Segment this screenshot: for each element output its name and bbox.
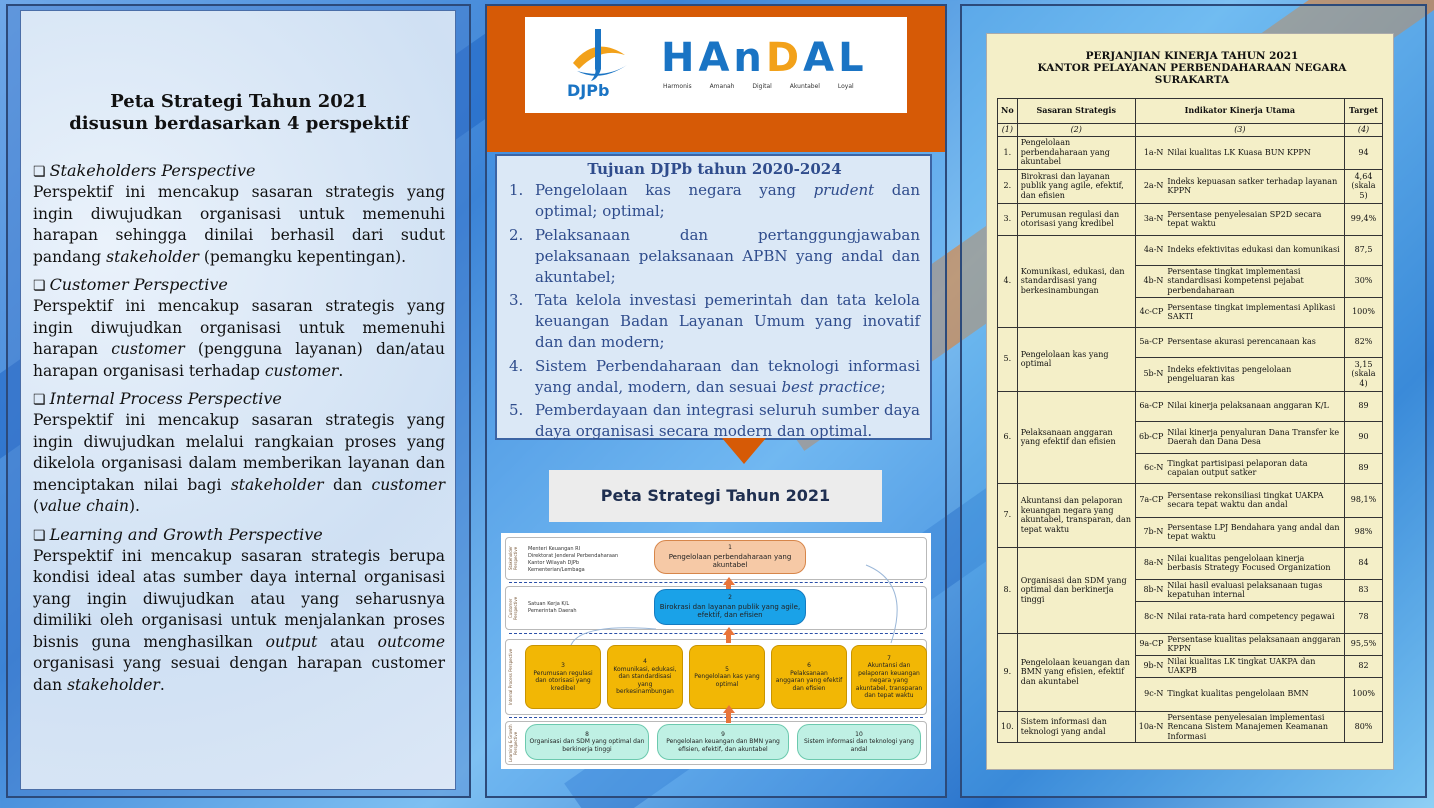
tujuan-number: 2. bbox=[509, 225, 524, 244]
target-cell: 78 bbox=[1345, 601, 1383, 633]
indicator-cell: Nilai kinerja penyaluran Dana Transfer ke Daerah dan Dana Desa bbox=[1164, 421, 1344, 453]
perspective-heading-text: Stakeholders Perspective bbox=[49, 161, 256, 180]
target-cell: 84 bbox=[1345, 547, 1383, 579]
tujuan-text: Pengelolaan kas negara yang prudent dan optimal; optimal; bbox=[535, 181, 920, 220]
tujuan-text: Pelaksanaan dan pertanggungjawaban pelaksanaan pelaksanaan APBN yang andal dan akuntabel; bbox=[535, 225, 920, 286]
customer-item: Satuan Kerja K/L bbox=[528, 601, 570, 607]
target-cell: 82% bbox=[1345, 327, 1383, 357]
row-number: 1. bbox=[998, 136, 1018, 169]
card-title: Peta Strategi Tahun 2021 bbox=[110, 91, 368, 112]
perspective-heading bbox=[33, 389, 445, 410]
indicator-cell: Nilai kinerja pelaksanaan anggaran K/L bbox=[1164, 391, 1344, 421]
table-row bbox=[998, 633, 1383, 655]
indicator-cell: Persentase penyelesaian SP2D secara tepat waktu bbox=[1164, 203, 1344, 235]
indicator-cell: Indeks efektivitas edukasi dan komunikasi bbox=[1164, 235, 1344, 265]
target-cell: 98% bbox=[1345, 517, 1383, 547]
indicator-cell: Indeks kepuasan satker terhadap layanan KPPN bbox=[1164, 169, 1344, 203]
objective-6 bbox=[771, 645, 847, 709]
target-cell: 80% bbox=[1345, 711, 1383, 743]
doc-location: SURAKARTA bbox=[1154, 74, 1230, 86]
indicator-code: 4c-CP bbox=[1135, 297, 1164, 327]
doc-subtitle: KANTOR PELAYANAN PERBENDAHARAAN NEGARA bbox=[1037, 62, 1347, 74]
sasaran-cell: Akuntansi dan pelaporan keuangan negara yang akuntabel, transparan, dan tepat waktu bbox=[1017, 483, 1135, 547]
sasaran-cell: Birokrasi dan layanan publik yang agile, efektif, dan efisien bbox=[1017, 169, 1135, 203]
target-cell: 89 bbox=[1345, 453, 1383, 483]
indicator-cell: Persentase akurasi perencanaan kas bbox=[1164, 327, 1344, 357]
checkbox-bullet-icon: ❏ bbox=[33, 392, 46, 408]
objective-text: Komunikasi, edukasi, dan standardisasi yang berkesinambungan bbox=[613, 665, 677, 696]
tujuan-number: 1. bbox=[509, 181, 524, 199]
col-index: (4) bbox=[1345, 124, 1383, 137]
tujuan-box bbox=[495, 154, 932, 440]
performance-agreement-document bbox=[986, 33, 1394, 770]
objective-number: 3 bbox=[561, 662, 565, 669]
objective-8 bbox=[525, 724, 649, 760]
row-label: Learning & Growth Perspective bbox=[508, 724, 518, 762]
perspective-heading bbox=[33, 275, 445, 296]
indicator-cell: Nilai kualitas LK tingkat UAKPA dan UAKPB bbox=[1164, 655, 1344, 677]
indicator-code: 5a-CP bbox=[1135, 327, 1164, 357]
target-cell: 30% bbox=[1345, 265, 1383, 297]
checkbox-bullet-icon: ❏ bbox=[33, 527, 46, 544]
target-cell: 83 bbox=[1345, 579, 1383, 601]
target-cell: 98,1% bbox=[1345, 483, 1383, 517]
perspective-body: Perspektif ini mencakup sasaran strategis berupa kondisi ideal atas sumber daya internal organisasi yang ingin diwujudkan atau yang seharusnya dimiliki oleh organisasi untuk menjalankan proses bisnis guna menghasilkan output atau outcome organisasi yang sesuai dengan harapan customer dan stakeholder. bbox=[33, 546, 445, 694]
indicator-code: 8c-N bbox=[1135, 601, 1164, 633]
doc-title: PERJANJIAN KINERJA TAHUN 2021 bbox=[1085, 50, 1299, 62]
indicator-cell: Nilai rata-rata hard competency pegawai bbox=[1164, 601, 1344, 633]
card-subtitle: disusun berdasarkan 4 perspektif bbox=[69, 113, 409, 134]
target-cell: 94 bbox=[1345, 136, 1383, 169]
objective-text: Organisasi dan SDM yang optimal dan berkinerja tinggi bbox=[529, 738, 645, 753]
indicator-code: 4a-N bbox=[1135, 235, 1164, 265]
perspective-list bbox=[33, 161, 445, 696]
indicator-cell: Persentase LPJ Bendahara yang andal dan tepat waktu bbox=[1164, 517, 1344, 547]
indicator-code: 8a-N bbox=[1135, 547, 1164, 579]
indicator-cell: Persentase kualitas pelaksanaan anggaran KPPN bbox=[1164, 633, 1344, 655]
checkbox-bullet-icon: ❏ bbox=[33, 164, 46, 180]
indicator-code: 7b-N bbox=[1135, 517, 1164, 547]
objective-text: Pengelolaan keuangan dan BMN yang efisien, efektif, dan akuntabel bbox=[666, 738, 780, 753]
tujuan-text: Sistem Perbendaharaan dan teknologi informasi yang andal, modern, dan sesuai best practice; bbox=[535, 356, 920, 396]
col-header-no: No bbox=[998, 99, 1018, 124]
table-row bbox=[998, 483, 1383, 517]
tujuan-text: Tata kelola investasi pemerintah dan tata kelola keuangan Badan Layanan Umum yang inovatif dan dan modern; bbox=[535, 291, 920, 351]
target-cell: 95,5% bbox=[1345, 633, 1383, 655]
indicator-cell: Persentase tingkat implementasi standardisasi kompetensi pejabat perbendaharaan bbox=[1164, 265, 1344, 297]
col-index: (1) bbox=[998, 124, 1018, 137]
table-row bbox=[998, 547, 1383, 579]
indicator-code: 9c-N bbox=[1135, 677, 1164, 711]
strategy-map bbox=[501, 533, 931, 769]
stakeholder-item: Direktorat Jenderal Perbendaharaan bbox=[528, 553, 619, 559]
row-number: 3. bbox=[998, 203, 1018, 235]
indicator-cell: Nilai kualitas LK Kuasa BUN KPPN bbox=[1164, 136, 1344, 169]
target-cell: 87,5 bbox=[1345, 235, 1383, 265]
row-number: 10. bbox=[998, 711, 1018, 743]
row-number: 7. bbox=[998, 483, 1018, 547]
objective-number: 9 bbox=[721, 730, 725, 738]
peta-strategi-label: Peta Strategi Tahun 2021 bbox=[549, 470, 882, 522]
table-row bbox=[998, 169, 1383, 203]
col-index: (3) bbox=[1135, 124, 1344, 137]
sasaran-cell: Organisasi dan SDM yang optimal dan berkinerja tinggi bbox=[1017, 547, 1135, 633]
table-row bbox=[998, 327, 1383, 357]
logo-banner bbox=[525, 17, 907, 113]
indicator-code: 6b-CP bbox=[1135, 421, 1164, 453]
perspective-heading-text: Customer Perspective bbox=[49, 275, 228, 294]
objective-text: Pengelolaan perbendaharaan yang akuntabel bbox=[668, 552, 792, 570]
objective-text: Perumusan regulasi dan otorisasi yang kredibel bbox=[533, 669, 593, 692]
tujuan-title: Tujuan DJPb tahun 2020-2024 bbox=[587, 160, 842, 178]
sasaran-cell: Pelaksanaan anggaran yang efektif dan efisien bbox=[1017, 391, 1135, 483]
col-header-target: Target bbox=[1345, 99, 1383, 124]
indicator-code: 1a-N bbox=[1135, 136, 1164, 169]
objective-number: 1 bbox=[728, 544, 732, 552]
row-number: 6. bbox=[998, 391, 1018, 483]
arrow-up-icon bbox=[723, 705, 735, 713]
objective-4 bbox=[607, 645, 683, 709]
sasaran-cell: Pengelolaan perbendaharaan yang akuntabel bbox=[1017, 136, 1135, 169]
table-row bbox=[998, 711, 1383, 743]
handal-part-b: D bbox=[765, 35, 804, 81]
indicator-code: 9a-CP bbox=[1135, 633, 1164, 655]
perspective-heading-text: Learning and Growth Perspective bbox=[49, 524, 323, 544]
objective-text: Sistem informasi dan teknologi yang andal bbox=[804, 738, 914, 753]
handal-logo-text bbox=[661, 35, 868, 81]
indicator-cell: Persentase penyelesaian implementasi Rencana Sistem Manajemen Keamanan Informasi bbox=[1164, 711, 1344, 743]
tujuan-number: 3. bbox=[509, 291, 524, 309]
tujuan-number: 4. bbox=[509, 356, 524, 375]
objective-3 bbox=[525, 645, 601, 709]
indicator-code: 6a-CP bbox=[1135, 391, 1164, 421]
target-cell: 100% bbox=[1345, 297, 1383, 327]
stakeholder-item: Menteri Keuangan RI bbox=[528, 546, 581, 552]
row-number: 4. bbox=[998, 235, 1018, 327]
sasaran-cell: Perumusan regulasi dan otorisasi yang kredibel bbox=[1017, 203, 1135, 235]
row-label: Internal Process Perspective bbox=[508, 648, 513, 706]
target-cell: 100% bbox=[1345, 677, 1383, 711]
indicator-cell: Indeks efektivitas pengelolaan pengeluaran kas bbox=[1164, 357, 1344, 391]
indicator-cell: Tingkat partisipasi pelaporan data capaian output satker bbox=[1164, 453, 1344, 483]
perspective-body: Perspektif ini mencakup sasaran strategis yang ingin diwujudkan melalui rangkaian proses yang dikelola organisasi dalam memberikan layanan dan menciptakan nilai bagi stakeholder dan customer (value chain). bbox=[33, 411, 445, 515]
curve-arrow-icon bbox=[561, 553, 921, 653]
perspective-heading bbox=[33, 161, 445, 182]
tujuan-list bbox=[509, 180, 920, 442]
perspective-heading-text: Internal Process Perspective bbox=[49, 389, 282, 408]
djpb-logo-text: DJPb bbox=[567, 81, 610, 100]
objective-number: 7 bbox=[887, 654, 891, 662]
indicator-code: 3a-N bbox=[1135, 203, 1164, 235]
objective-text: Birokrasi dan layanan publik yang agile, efektif, dan efisien bbox=[659, 602, 801, 620]
indicator-code: 8b-N bbox=[1135, 579, 1164, 601]
objective-5 bbox=[689, 645, 765, 709]
checkbox-bullet-icon: ❏ bbox=[33, 278, 46, 294]
tujuan-item bbox=[509, 290, 920, 353]
stakeholder-item: Kementerian/Lembaga bbox=[528, 567, 585, 573]
col-index: (2) bbox=[1017, 124, 1135, 137]
tujuan-item bbox=[509, 225, 920, 288]
stakeholder-item: Kantor Wilayah DJPb bbox=[528, 560, 580, 566]
table-row bbox=[998, 391, 1383, 421]
objective-number: 8 bbox=[585, 730, 589, 738]
row-number: 5. bbox=[998, 327, 1018, 391]
table-row bbox=[998, 203, 1383, 235]
sasaran-cell: Komunikasi, edukasi, dan standardisasi yang berkesinambungan bbox=[1017, 235, 1135, 327]
divider-line bbox=[509, 717, 923, 718]
indicator-code: 6c-N bbox=[1135, 453, 1164, 483]
target-cell: 4,64 (skala 5) bbox=[1345, 169, 1383, 203]
target-cell: 89 bbox=[1345, 391, 1383, 421]
tujuan-item bbox=[509, 180, 920, 222]
tujuan-item bbox=[509, 356, 920, 398]
indicator-code: 10a-N bbox=[1135, 711, 1164, 743]
table-body bbox=[998, 136, 1383, 743]
table-row bbox=[998, 136, 1383, 169]
target-cell: 82 bbox=[1345, 655, 1383, 677]
performance-table bbox=[997, 98, 1383, 743]
objective-10 bbox=[797, 724, 921, 760]
row-label: Stakeholder Perspective bbox=[508, 546, 518, 571]
objective-number: 2 bbox=[728, 594, 732, 602]
objective-text: Akuntansi dan pelaporan keuangan negara yang akuntabel, transparan dan tepat waktu bbox=[855, 662, 923, 699]
objective-7 bbox=[851, 645, 927, 709]
indicator-code: 9b-N bbox=[1135, 655, 1164, 677]
handal-part-a: HAn bbox=[661, 35, 766, 81]
indicator-code: 4b-N bbox=[1135, 265, 1164, 297]
row-number: 2. bbox=[998, 169, 1018, 203]
row-label: Customer Perspective bbox=[508, 596, 518, 620]
indicator-cell: Nilai kualitas pengelolaan kinerja berbasis Strategy Focused Organization bbox=[1164, 547, 1344, 579]
objective-number: 4 bbox=[643, 658, 647, 666]
indicator-code: 5b-N bbox=[1135, 357, 1164, 391]
tujuan-number: 5. bbox=[509, 401, 524, 419]
objective-number: 10 bbox=[855, 730, 863, 738]
indicator-code: 2a-N bbox=[1135, 169, 1164, 203]
table-row bbox=[998, 235, 1383, 265]
objective-9 bbox=[657, 724, 789, 760]
handal-tagline: Harmonis Amanah Digital Akuntabel Loyal bbox=[663, 83, 854, 90]
down-arrow-icon bbox=[722, 438, 766, 464]
objective-number: 6 bbox=[807, 662, 811, 669]
indicator-cell: Tingkat kualitas pengelolaan BMN bbox=[1164, 677, 1344, 711]
sasaran-cell: Pengelolaan kas yang optimal bbox=[1017, 327, 1135, 391]
perspective-card bbox=[20, 10, 456, 790]
perspective-body: Perspektif ini mencakup sasaran strategis yang ingin diwujudkan organisasi untuk memenuhi harapan customer (pengguna layanan) dan/atau harapan organisasi terhadap customer. bbox=[33, 297, 446, 380]
indicator-cell: Nilai hasil evaluasi pelaksanaan tugas kepatuhan internal bbox=[1164, 579, 1344, 601]
objective-number: 5 bbox=[725, 665, 729, 673]
handal-part-c: AL bbox=[803, 35, 868, 81]
djpb-logo-icon bbox=[565, 25, 635, 85]
perspective-heading bbox=[33, 525, 445, 546]
tujuan-text: Pemberdayaan dan integrasi seluruh sumber daya daya organisasi secara modern dan optimal. bbox=[535, 401, 920, 440]
indicator-code: 7a-CP bbox=[1135, 483, 1164, 517]
sasaran-cell: Pengelolaan keuangan dan BMN yang efisien, efektif dan akuntabel bbox=[1017, 633, 1135, 711]
indicator-cell: Persentase rekonsiliasi tingkat UAKPA secara tepat waktu dan andal bbox=[1164, 483, 1344, 517]
col-header-sasaran: Sasaran Strategis bbox=[1017, 99, 1135, 124]
perspective-body: Perspektif ini mencakup sasaran strategis yang ingin diwujudkan organisasi untuk memenuhi harapan sehingga dinilai berhasil dari sudut pandang stakeholder (pemangku kepentingan). bbox=[33, 183, 445, 266]
customer-item: Pemerintah Daerah bbox=[528, 608, 577, 614]
indicator-cell: Persentase tingkat implementasi Aplikasi SAKTI bbox=[1164, 297, 1344, 327]
target-cell: 90 bbox=[1345, 421, 1383, 453]
sasaran-cell: Sistem informasi dan teknologi yang andal bbox=[1017, 711, 1135, 743]
col-header-indikator: Indikator Kinerja Utama bbox=[1135, 99, 1344, 124]
target-cell: 99,4% bbox=[1345, 203, 1383, 235]
target-cell: 3,15 (skala 4) bbox=[1345, 357, 1383, 391]
tujuan-item bbox=[509, 400, 920, 442]
objective-text: Pengelolaan kas yang optimal bbox=[694, 673, 760, 688]
objective-text: Pelaksanaan anggaran yang efektif dan efisien bbox=[775, 669, 843, 692]
row-number: 9. bbox=[998, 633, 1018, 711]
row-number: 8. bbox=[998, 547, 1018, 633]
